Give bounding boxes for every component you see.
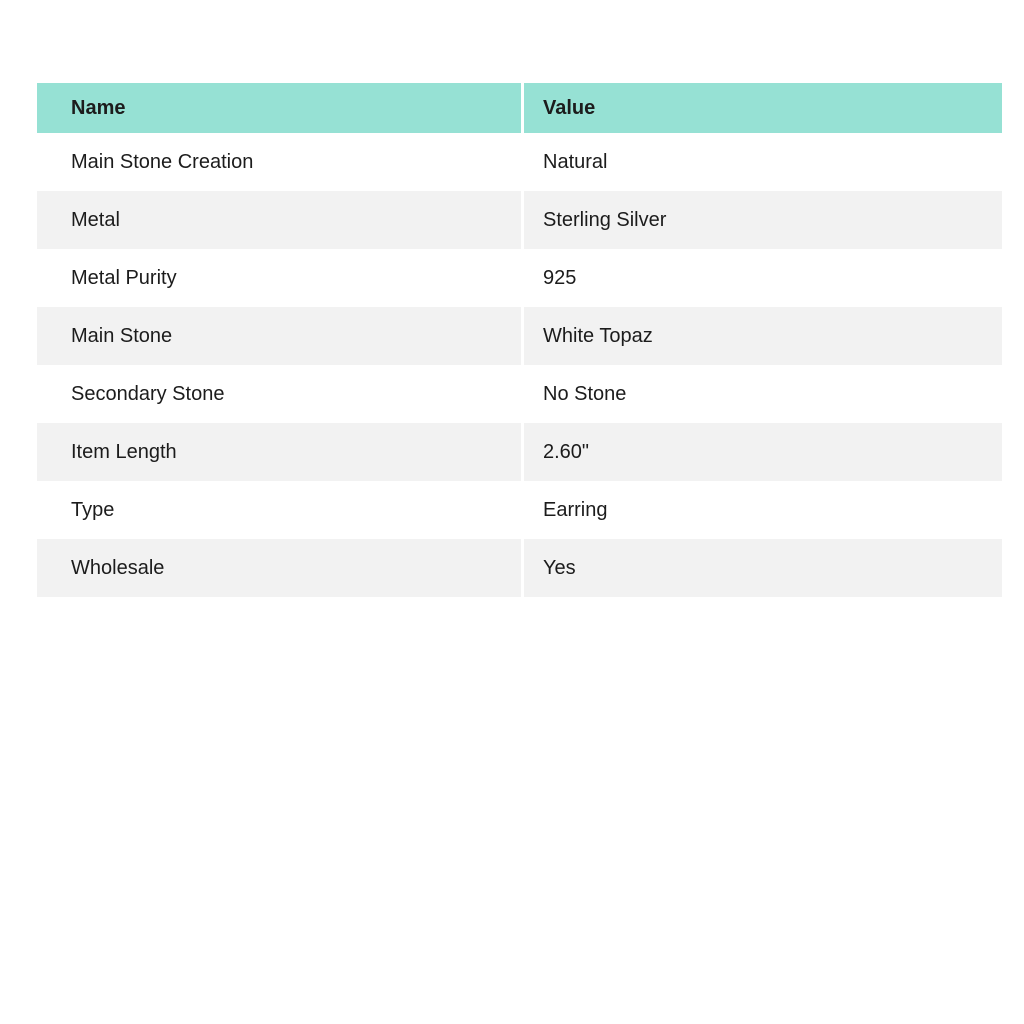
row-value-cell: Yes bbox=[524, 539, 1002, 597]
column-header-name: Name bbox=[37, 83, 521, 133]
row-value-cell: Earring bbox=[524, 481, 1002, 539]
row-value-cell: 2.60" bbox=[524, 423, 1002, 481]
table-header-row bbox=[37, 83, 1002, 133]
row-name-cell: Main Stone bbox=[37, 307, 521, 365]
row-name-cell: Metal bbox=[37, 191, 521, 249]
table-row bbox=[37, 249, 1002, 307]
row-name-cell: Metal Purity bbox=[37, 249, 521, 307]
table-row bbox=[37, 423, 1002, 481]
row-name-cell: Main Stone Creation bbox=[37, 133, 521, 191]
table-row bbox=[37, 539, 1002, 597]
row-value-cell: 925 bbox=[524, 249, 1002, 307]
column-header-value: Value bbox=[524, 83, 1002, 133]
table-row bbox=[37, 133, 1002, 191]
table-row bbox=[37, 191, 1002, 249]
table-row bbox=[37, 481, 1002, 539]
row-value-cell: No Stone bbox=[524, 365, 1002, 423]
row-name-cell: Wholesale bbox=[37, 539, 521, 597]
row-value-cell: White Topaz bbox=[524, 307, 1002, 365]
row-name-cell: Secondary Stone bbox=[37, 365, 521, 423]
row-value-cell: Natural bbox=[524, 133, 1002, 191]
row-value-cell: Sterling Silver bbox=[524, 191, 1002, 249]
table-row bbox=[37, 365, 1002, 423]
row-name-cell: Item Length bbox=[37, 423, 521, 481]
table-row bbox=[37, 307, 1002, 365]
product-spec-table bbox=[37, 83, 1002, 597]
row-name-cell: Type bbox=[37, 481, 521, 539]
